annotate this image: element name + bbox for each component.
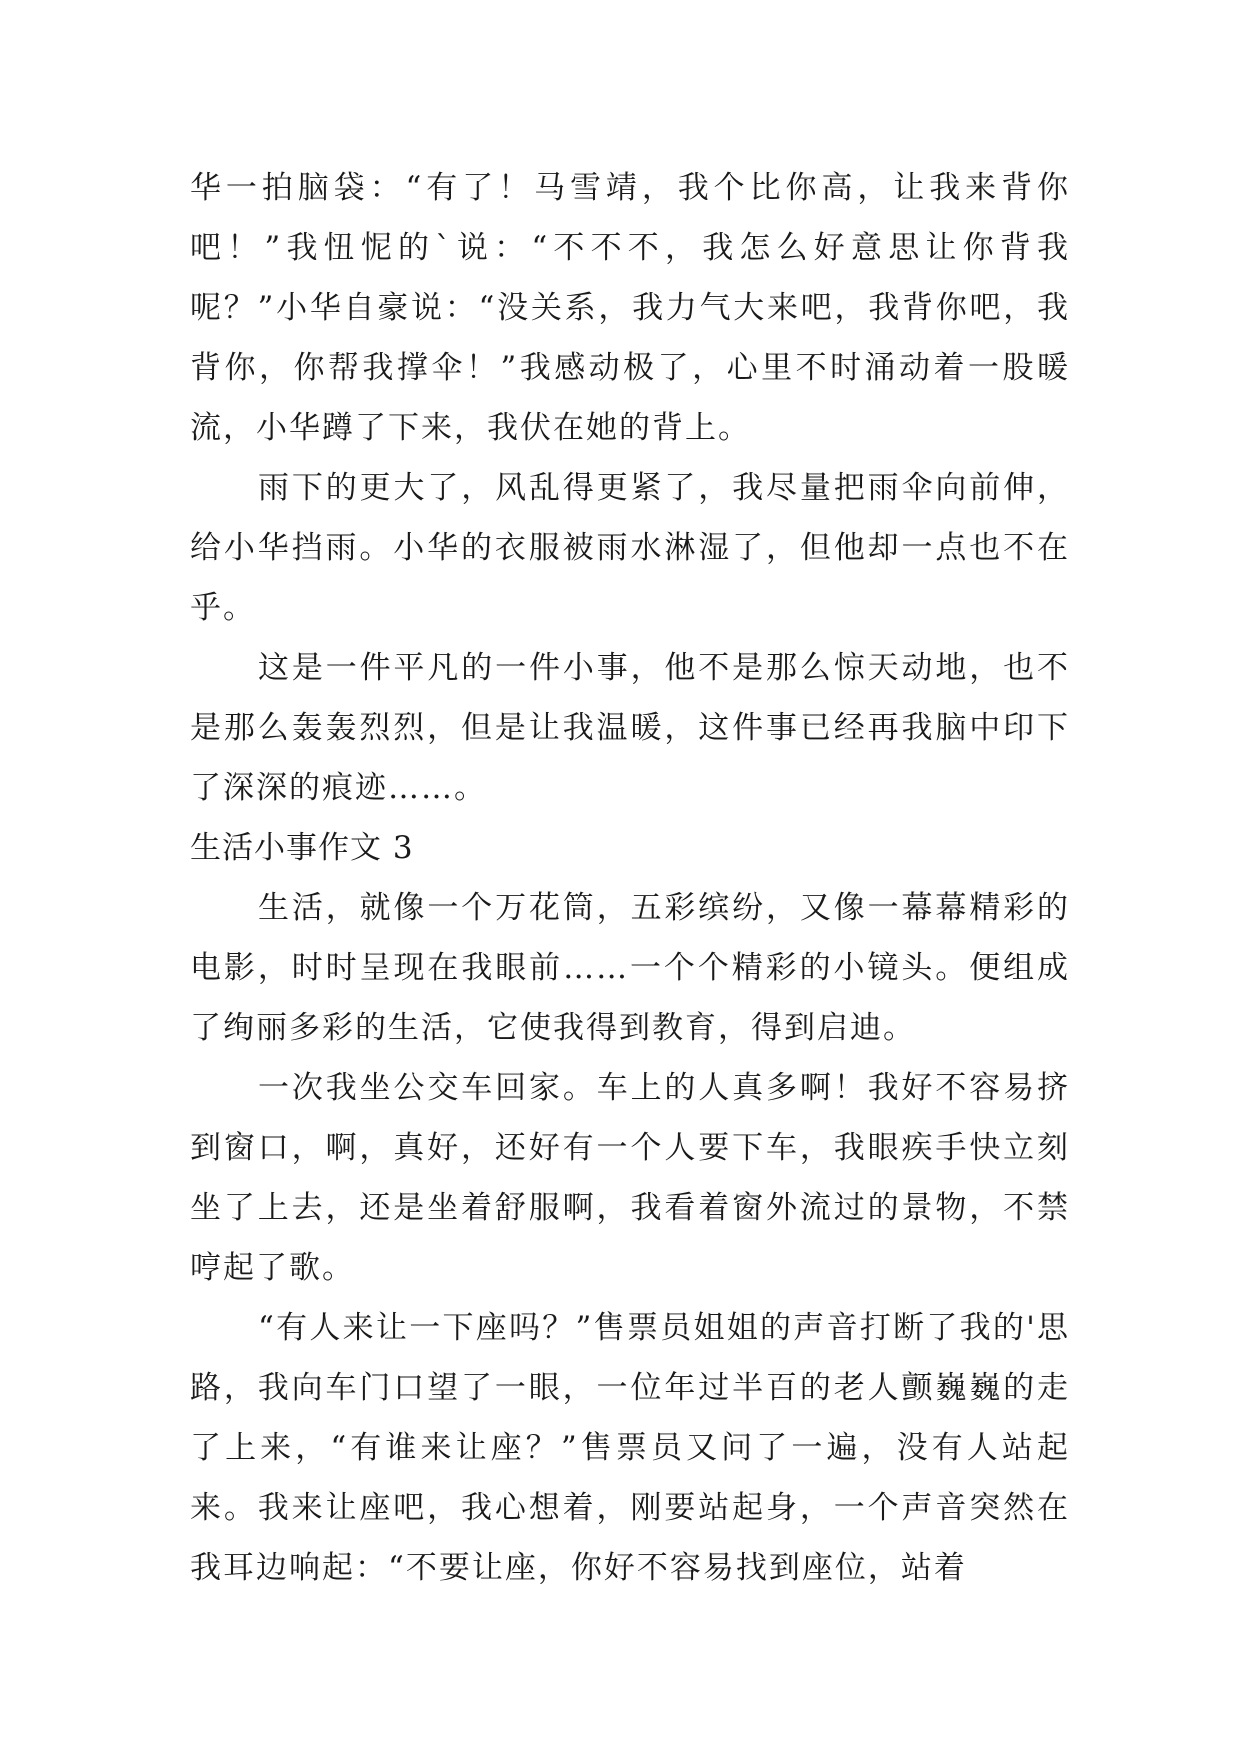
section-paragraph-3: “有人来让一下座吗？”售票员姐姐的声音打断了我的'思路，我向车门口望了一眼，一位年过半百的老人颤巍巍的走了上来，“有谁来让座？”售票员又问了一遍，没有人站起来。我来让座吧，我心想着，刚要站起身，一个声音突然在我耳边响起：“不要让座，你好不容易找到座位，站着: [190, 1310, 1070, 1586]
paragraph-1: 华一拍脑袋：“有了！马雪靖，我个比你高，让我来背你吧！”我忸怩的`说：“不不不，我怎么好意思让你背我呢？”小华自豪说：“没关系，我力气大来吧，我背你吧，我背你，你帮我撑伞！”我感动极了，心里不时涌动着一股暖流，小华蹲了下来，我伏在她的背上。: [190, 170, 1070, 446]
paragraph-3: 这是一件平凡的一件小事，他不是那么惊天动地，也不是那么轰轰烈烈，但是让我温暖，这件事已经再我脑中印下了深深的痕迹……。: [190, 650, 1070, 806]
section-paragraph-2: 一次我坐公交车回家。车上的人真多啊！我好不容易挤到窗口，啊，真好，还好有一个人要下车，我眼疾手快立刻坐了上去，还是坐着舒服啊，我看着窗外流过的景物，不禁哼起了歌。: [190, 1070, 1070, 1286]
section-paragraph-1: 生活，就像一个万花筒，五彩缤纷，又像一幕幕精彩的电影，时时呈现在我眼前……一个个精彩的小镜头。便组成了绚丽多彩的生活，它使我得到教育，得到启迪。: [190, 890, 1070, 1046]
document-body: [190, 158, 1070, 1598]
section-heading: 生活小事作文 3: [190, 830, 414, 866]
paragraph-2: 雨下的更大了，风乱得更紧了，我尽量把雨伞向前伸，给小华挡雨。小华的衣服被雨水淋湿了，但他却一点也不在乎。: [190, 470, 1070, 626]
